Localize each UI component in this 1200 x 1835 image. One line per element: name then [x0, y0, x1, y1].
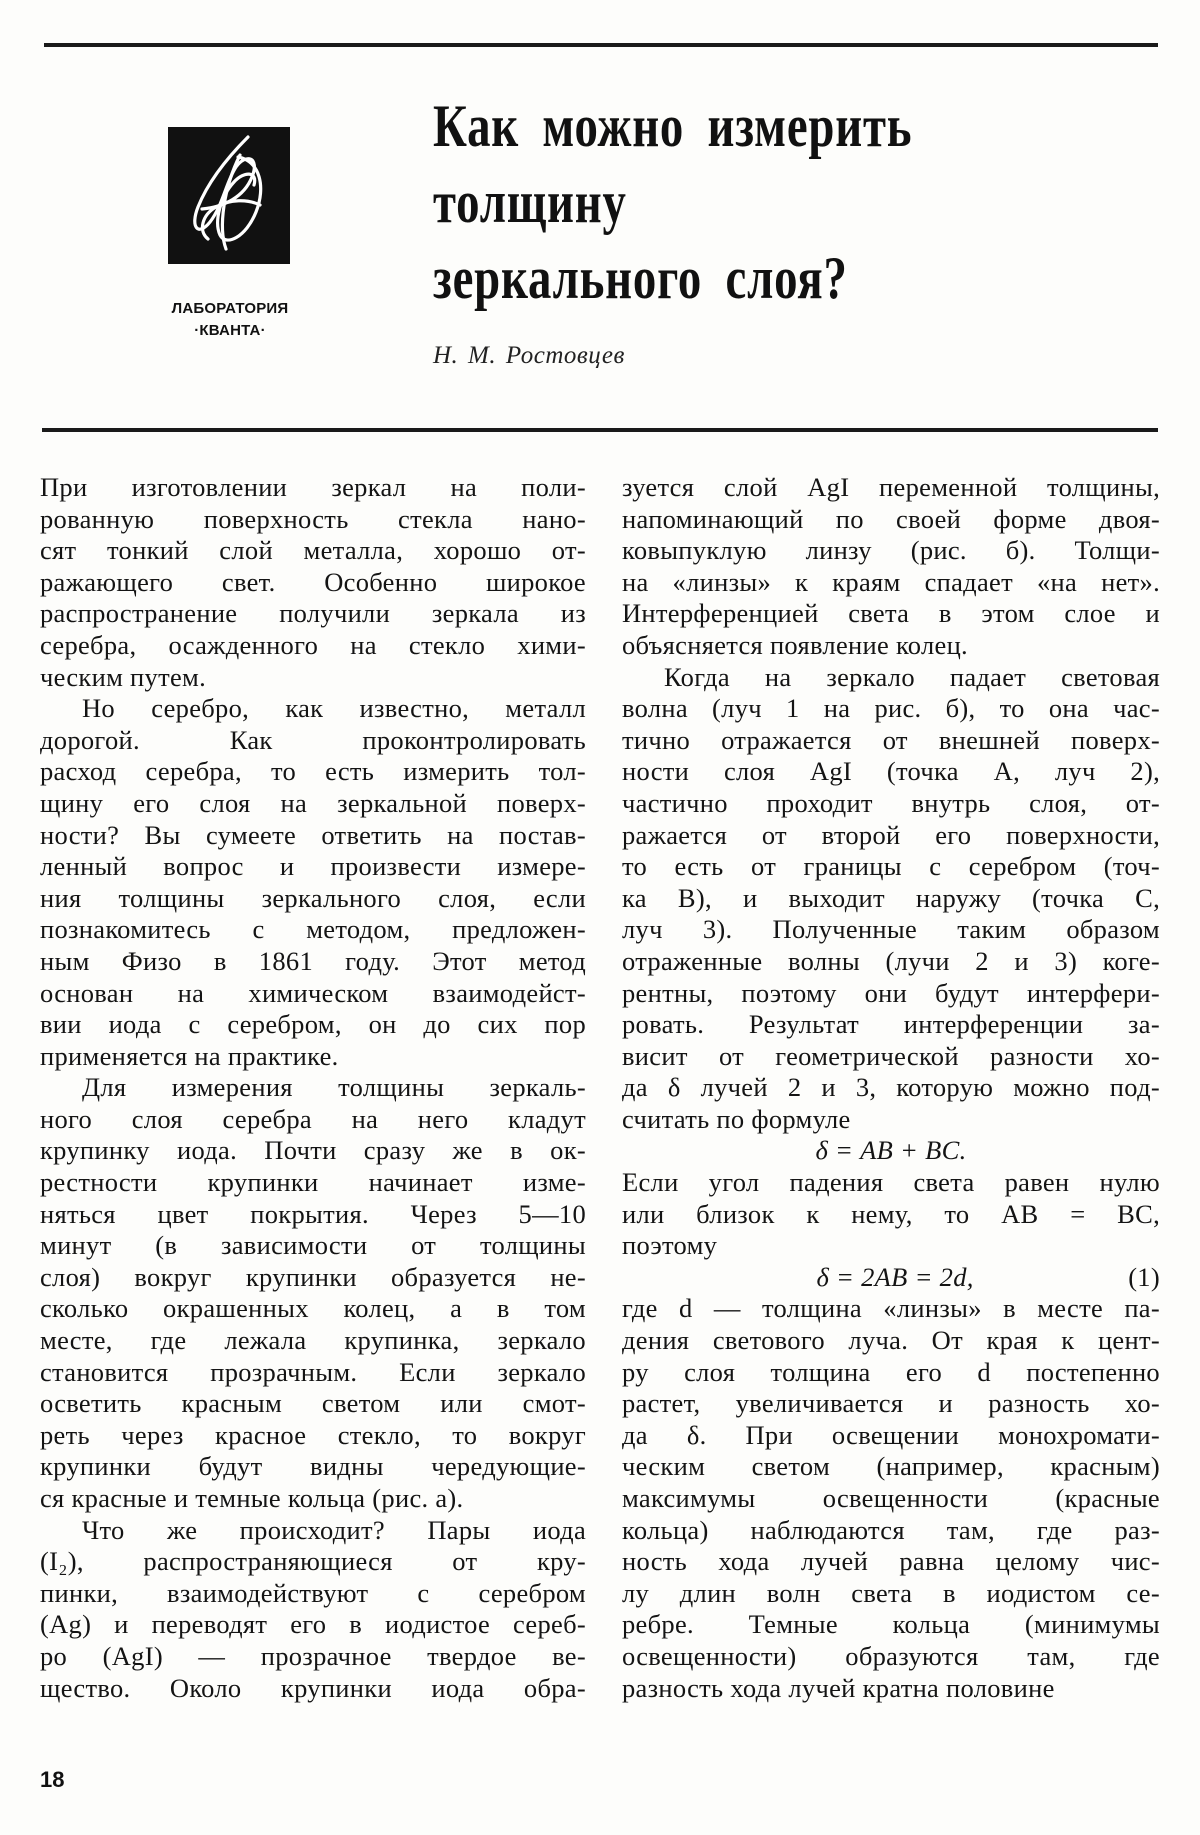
text-line: расход серебра, то есть измерить тол-	[40, 756, 586, 787]
text-line: волна (луч 1 на рис. б), то она час-	[622, 693, 1160, 724]
text-line: Но серебро, как известно, металл	[82, 693, 586, 724]
text-line: ровать. Результат интерференции за-	[622, 1009, 1160, 1040]
text-line: ся красные и темные кольца (рис. а).	[40, 1483, 464, 1513]
text-line: ния толщины зеркального слоя, если	[40, 882, 586, 913]
text-line: ным Физо в 1861 году. Этот метод	[40, 945, 586, 976]
monogram-drawing	[168, 127, 290, 264]
text-line: ности? Вы сумеете ответить на постав-	[40, 819, 586, 850]
text-line: няться цвет покрытия. Через 5—10	[40, 1198, 586, 1229]
text-line: сят тонкий слой металла, хорошо от-	[40, 535, 586, 566]
text-line: Что же происходит? Пары иода	[82, 1514, 586, 1545]
text-line: применяется на практике.	[40, 1040, 339, 1071]
text-line: растет, увеличивается и разность хо-	[622, 1388, 1160, 1419]
text-line: реть через красное стекло, то вокруг	[40, 1419, 586, 1450]
text-line: где d — толщина «линзы» в месте па-	[622, 1293, 1160, 1324]
page-number: 18	[40, 1767, 65, 1792]
text-line: ро (AgI) — прозрачное твердое ве-	[40, 1640, 586, 1671]
text-line: рестности крупинки начинает изме-	[40, 1167, 586, 1198]
header-bottom-rule	[42, 428, 1158, 432]
text-line: ного слоя серебра на него кладут	[40, 1103, 586, 1134]
text-line: напоминающий по своей форме двоя-	[622, 503, 1160, 534]
text-line: основан на химическом взаимодейст-	[40, 977, 586, 1008]
text-line: слоя) вокруг крупинки образуется не-	[40, 1261, 586, 1292]
text-line: пинки, взаимодействуют с серебром	[40, 1577, 586, 1608]
text-line: Если угол падения света равен нулю	[622, 1167, 1160, 1198]
text-line: да δ лучей 2 и 3, которую можно под-	[622, 1072, 1160, 1103]
text-line: разность хода лучей кратна половине	[622, 1672, 1055, 1703]
text-line: на «линзы» к краям спадает «на нет».	[622, 566, 1160, 597]
text-line: вии иода с серебром, он до сих пор	[40, 1009, 586, 1040]
text-column-right	[622, 472, 1160, 1704]
text-line: ковыпуклую линзу (рис. б). Толщи-	[622, 535, 1160, 566]
text-line: серебра, осажденного на стекло хими-	[40, 629, 586, 660]
text-line: освещенности) образуются там, где	[622, 1640, 1160, 1671]
top-rule	[44, 43, 1158, 47]
article-title-line: Как можно измерить	[433, 93, 913, 159]
text-line: поэтому	[622, 1230, 718, 1261]
text-line: При изготовлении зеркал на поли-	[40, 472, 586, 502]
rubric-label: ЛАБОРАТОРИЯ	[171, 300, 289, 317]
text-line: познакомитесь с методом, предложен-	[40, 914, 586, 945]
rubric-label-kvant: ·КВАНТА·	[194, 322, 266, 339]
text-line: то есть от границы с серебром (точ-	[622, 851, 1160, 882]
text-line: максимумы освещенности (красные	[622, 1483, 1160, 1513]
text-line: рованную поверхность стекла нано-	[40, 503, 586, 534]
text-line: ражающего свет. Особенно широкое	[40, 566, 586, 597]
text-line: ческим светом (например, красным)	[622, 1451, 1160, 1482]
text-line: (I₂), распространяющиеся от кру-	[40, 1546, 586, 1577]
text-line: частично проходит внутрь слоя, от-	[622, 787, 1160, 818]
text-line: (Ag) и переводят его в иодистое сереб-	[40, 1609, 586, 1640]
text-line: ка B), и выходит наружу (точка C,	[622, 882, 1160, 913]
text-line: дорогой. Как проконтролировать	[40, 724, 586, 755]
text-line: луч 3). Полученные таким образом	[622, 914, 1160, 945]
formula-expression: δ = 2AB = 2d,	[816, 1261, 974, 1292]
text-line: кольца) наблюдаются там, где раз-	[622, 1514, 1160, 1545]
text-line: ребре. Темные кольца (минимумы	[622, 1609, 1160, 1640]
text-line: Когда на зеркало падает световая	[664, 661, 1160, 692]
formula-number: (1)	[1128, 1261, 1160, 1292]
formula-line: δ = AB + BC.	[815, 1135, 967, 1166]
text-line: ческим путем.	[40, 661, 207, 692]
text-line: ру слоя толщина его d постепенно	[622, 1356, 1160, 1387]
formula-line-numbered	[622, 1262, 1160, 1294]
text-line: распространение получили зеркала из	[40, 598, 586, 629]
text-line: Интерференцией света в этом слое и	[622, 598, 1160, 629]
text-line: Для измерения толщины зеркаль-	[82, 1072, 586, 1103]
text-line: крупинки будут видны чередующие-	[40, 1451, 586, 1482]
text-line: висит от геометрической разности хо-	[622, 1040, 1160, 1071]
text-line: становится прозрачным. Если зеркало	[40, 1356, 586, 1387]
text-line: да δ. При освещении монохромати-	[622, 1419, 1160, 1450]
text-line: дения светового луча. От края к цент-	[622, 1325, 1160, 1356]
text-line: зуется слой AgI переменной толщины,	[622, 472, 1160, 502]
text-line: отраженные волны (лучи 2 и 3) коге-	[622, 945, 1160, 976]
author-name: Н. М. Ростовцев	[433, 342, 625, 369]
kvant-lab-monogram-icon	[168, 127, 290, 264]
text-line: считать по формуле	[622, 1103, 851, 1134]
text-line: ражается от второй его поверхности,	[622, 819, 1160, 850]
text-line: минут (в зависимости от толщины	[40, 1230, 586, 1261]
text-line: тично отражается от внешней поверх-	[622, 724, 1160, 755]
article-title-line: толщину	[433, 169, 627, 235]
text-column-left	[40, 472, 586, 1704]
text-line: рентны, поэтому они будут интерфери-	[622, 977, 1160, 1008]
text-line: объясняется появление колец.	[622, 629, 968, 660]
article-title-line: зеркального слоя?	[433, 245, 848, 311]
text-line: щину его слоя на зеркальной поверх-	[40, 787, 586, 818]
text-line: ленный вопрос и произвести измере-	[40, 851, 586, 882]
text-line: осветить красным светом или смот-	[40, 1388, 586, 1419]
text-line: крупинку иода. Почти сразу же в ок-	[40, 1135, 586, 1166]
text-line: лу длин волн света в иодистом се-	[622, 1577, 1160, 1608]
text-line: ность хода лучей равна целому чис-	[622, 1546, 1160, 1577]
text-line: месте, где лежала крупинка, зеркало	[40, 1325, 586, 1356]
text-line: или близок к нему, то AB = BC,	[622, 1198, 1160, 1229]
text-line: ности слоя AgI (точка A, луч 2),	[622, 756, 1160, 787]
text-line: сколько окрашенных колец, а в том	[40, 1293, 586, 1324]
text-line: щество. Около крупинки иода обра-	[40, 1672, 586, 1703]
